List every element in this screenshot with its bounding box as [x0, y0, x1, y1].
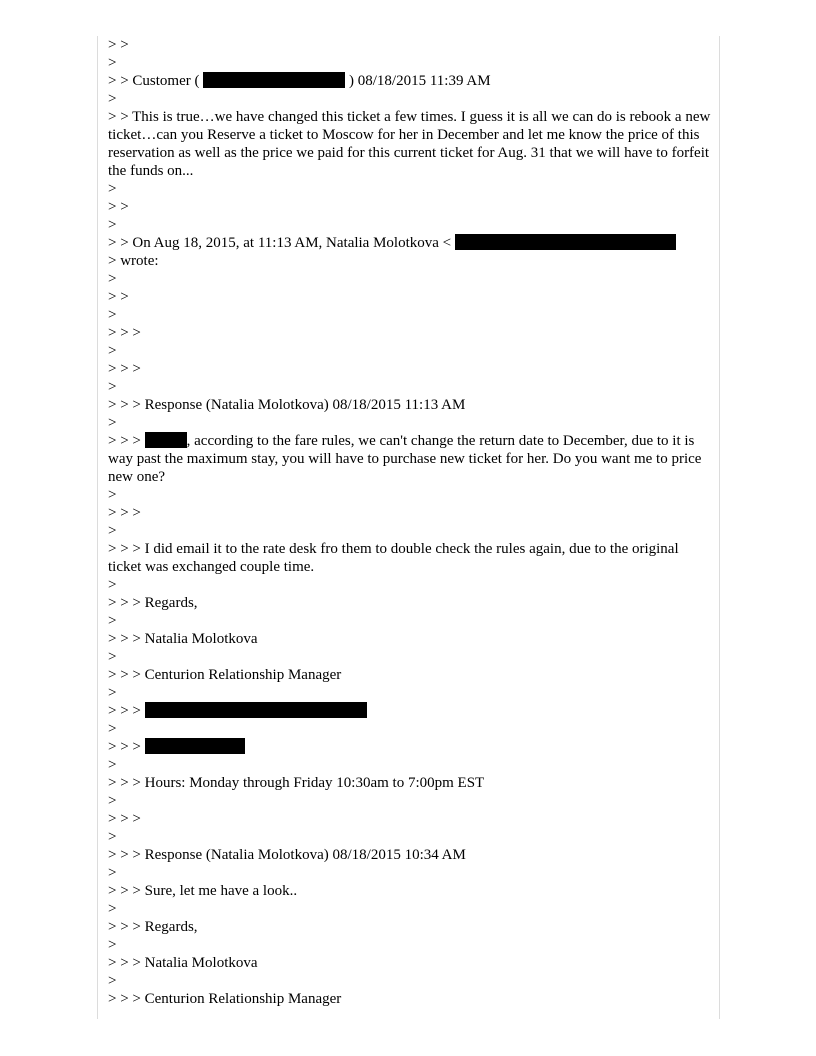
customer-header-suffix: ) 08/18/2015 11:39 AM [349, 73, 491, 89]
quote-line: > [108, 271, 117, 287]
quote-line: > > [108, 289, 129, 305]
quote-line: > > > [108, 325, 141, 341]
redacted-block [145, 702, 367, 718]
quote-line: > [108, 523, 117, 539]
quote-line: > [108, 343, 117, 359]
signature-email-prefix: > > > [108, 703, 141, 719]
signature-title: > > > Centurion Relationship Manager [108, 991, 342, 1007]
look-message: > > > Sure, let me have a look.. [108, 883, 298, 899]
signature-email-line [108, 702, 712, 720]
signature-hours: > > > Hours: Monday through Friday 10:30am to 7:00pm EST [108, 775, 485, 791]
customer-header-line [108, 72, 712, 90]
fare-rules-message [108, 432, 712, 486]
quote-line: > [108, 937, 117, 953]
fare-rules-prefix: > > > [108, 433, 141, 449]
signature-regards: > > > Regards, [108, 595, 198, 611]
quote-line: > [108, 721, 117, 737]
response-header-line: > > > Response (Natalia Molotkova) 08/18/2015 10:34 AM [108, 847, 466, 863]
rate-desk-message: > > > I did email it to the rate desk fro them to double check the rules again, due to the original ticket was exchanged couple time. [108, 541, 683, 575]
customer-header-prefix: > > Customer ( [108, 73, 200, 89]
quote-line: > [108, 793, 117, 809]
quote-line: > [108, 307, 117, 323]
redacted-block [145, 738, 245, 754]
quote-line: > [108, 829, 117, 845]
quote-line: > [108, 415, 117, 431]
redacted-block [145, 432, 187, 448]
quote-line: > [108, 379, 117, 395]
quote-line: > [108, 217, 117, 233]
quote-line: > > [108, 199, 129, 215]
quote-line: > [108, 577, 117, 593]
left-margin-rule [97, 36, 98, 1019]
signature-name: > > > Natalia Molotkova [108, 631, 258, 647]
quote-line: > > > [108, 811, 141, 827]
redacted-block [203, 72, 345, 88]
quote-line: > [108, 55, 117, 71]
quote-line: > [108, 649, 117, 665]
signature-phone-line [108, 738, 712, 756]
quote-line: > [108, 865, 117, 881]
quote-line: > [108, 685, 117, 701]
reply-attribution-line [108, 234, 712, 252]
quote-line: > wrote: [108, 253, 159, 269]
signature-regards: > > > Regards, [108, 919, 198, 935]
response-header-line: > > > Response (Natalia Molotkova) 08/18/2015 11:13 AM [108, 397, 466, 413]
fare-rules-text: , according to the fare rules, we can't change the return date to December, due to it is way past the maximum stay, you will have to purchase new ticket for her. Do you want me to price new one? [108, 433, 706, 485]
quote-line: > [108, 181, 117, 197]
quote-line: > [108, 973, 117, 989]
signature-phone-prefix: > > > [108, 739, 141, 755]
redacted-block [455, 234, 676, 250]
reply-attribution-text: > > On Aug 18, 2015, at 11:13 AM, Natalia Molotkova < [108, 235, 452, 251]
signature-name: > > > Natalia Molotkova [108, 955, 258, 971]
quote-line: > > > [108, 361, 141, 377]
quote-line: > [108, 901, 117, 917]
quote-line: > [108, 757, 117, 773]
quote-line: > > [108, 37, 129, 53]
customer-message: > > This is true…we have changed this ticket a few times. I guess it is all we can do is rebook a new ticket…can you Reserve a ticket to Moscow for her in December and let me know the price of this reservation as well as the price we paid for this current ticket for Aug. 31 that we will have to forfeit the funds on... [108, 109, 715, 179]
quote-line: > [108, 487, 117, 503]
quote-line: > [108, 613, 117, 629]
quote-line: > [108, 91, 117, 107]
quote-line: > > > [108, 505, 141, 521]
email-thread-body [108, 36, 715, 1008]
right-margin-rule [719, 36, 720, 1019]
signature-title: > > > Centurion Relationship Manager [108, 667, 342, 683]
